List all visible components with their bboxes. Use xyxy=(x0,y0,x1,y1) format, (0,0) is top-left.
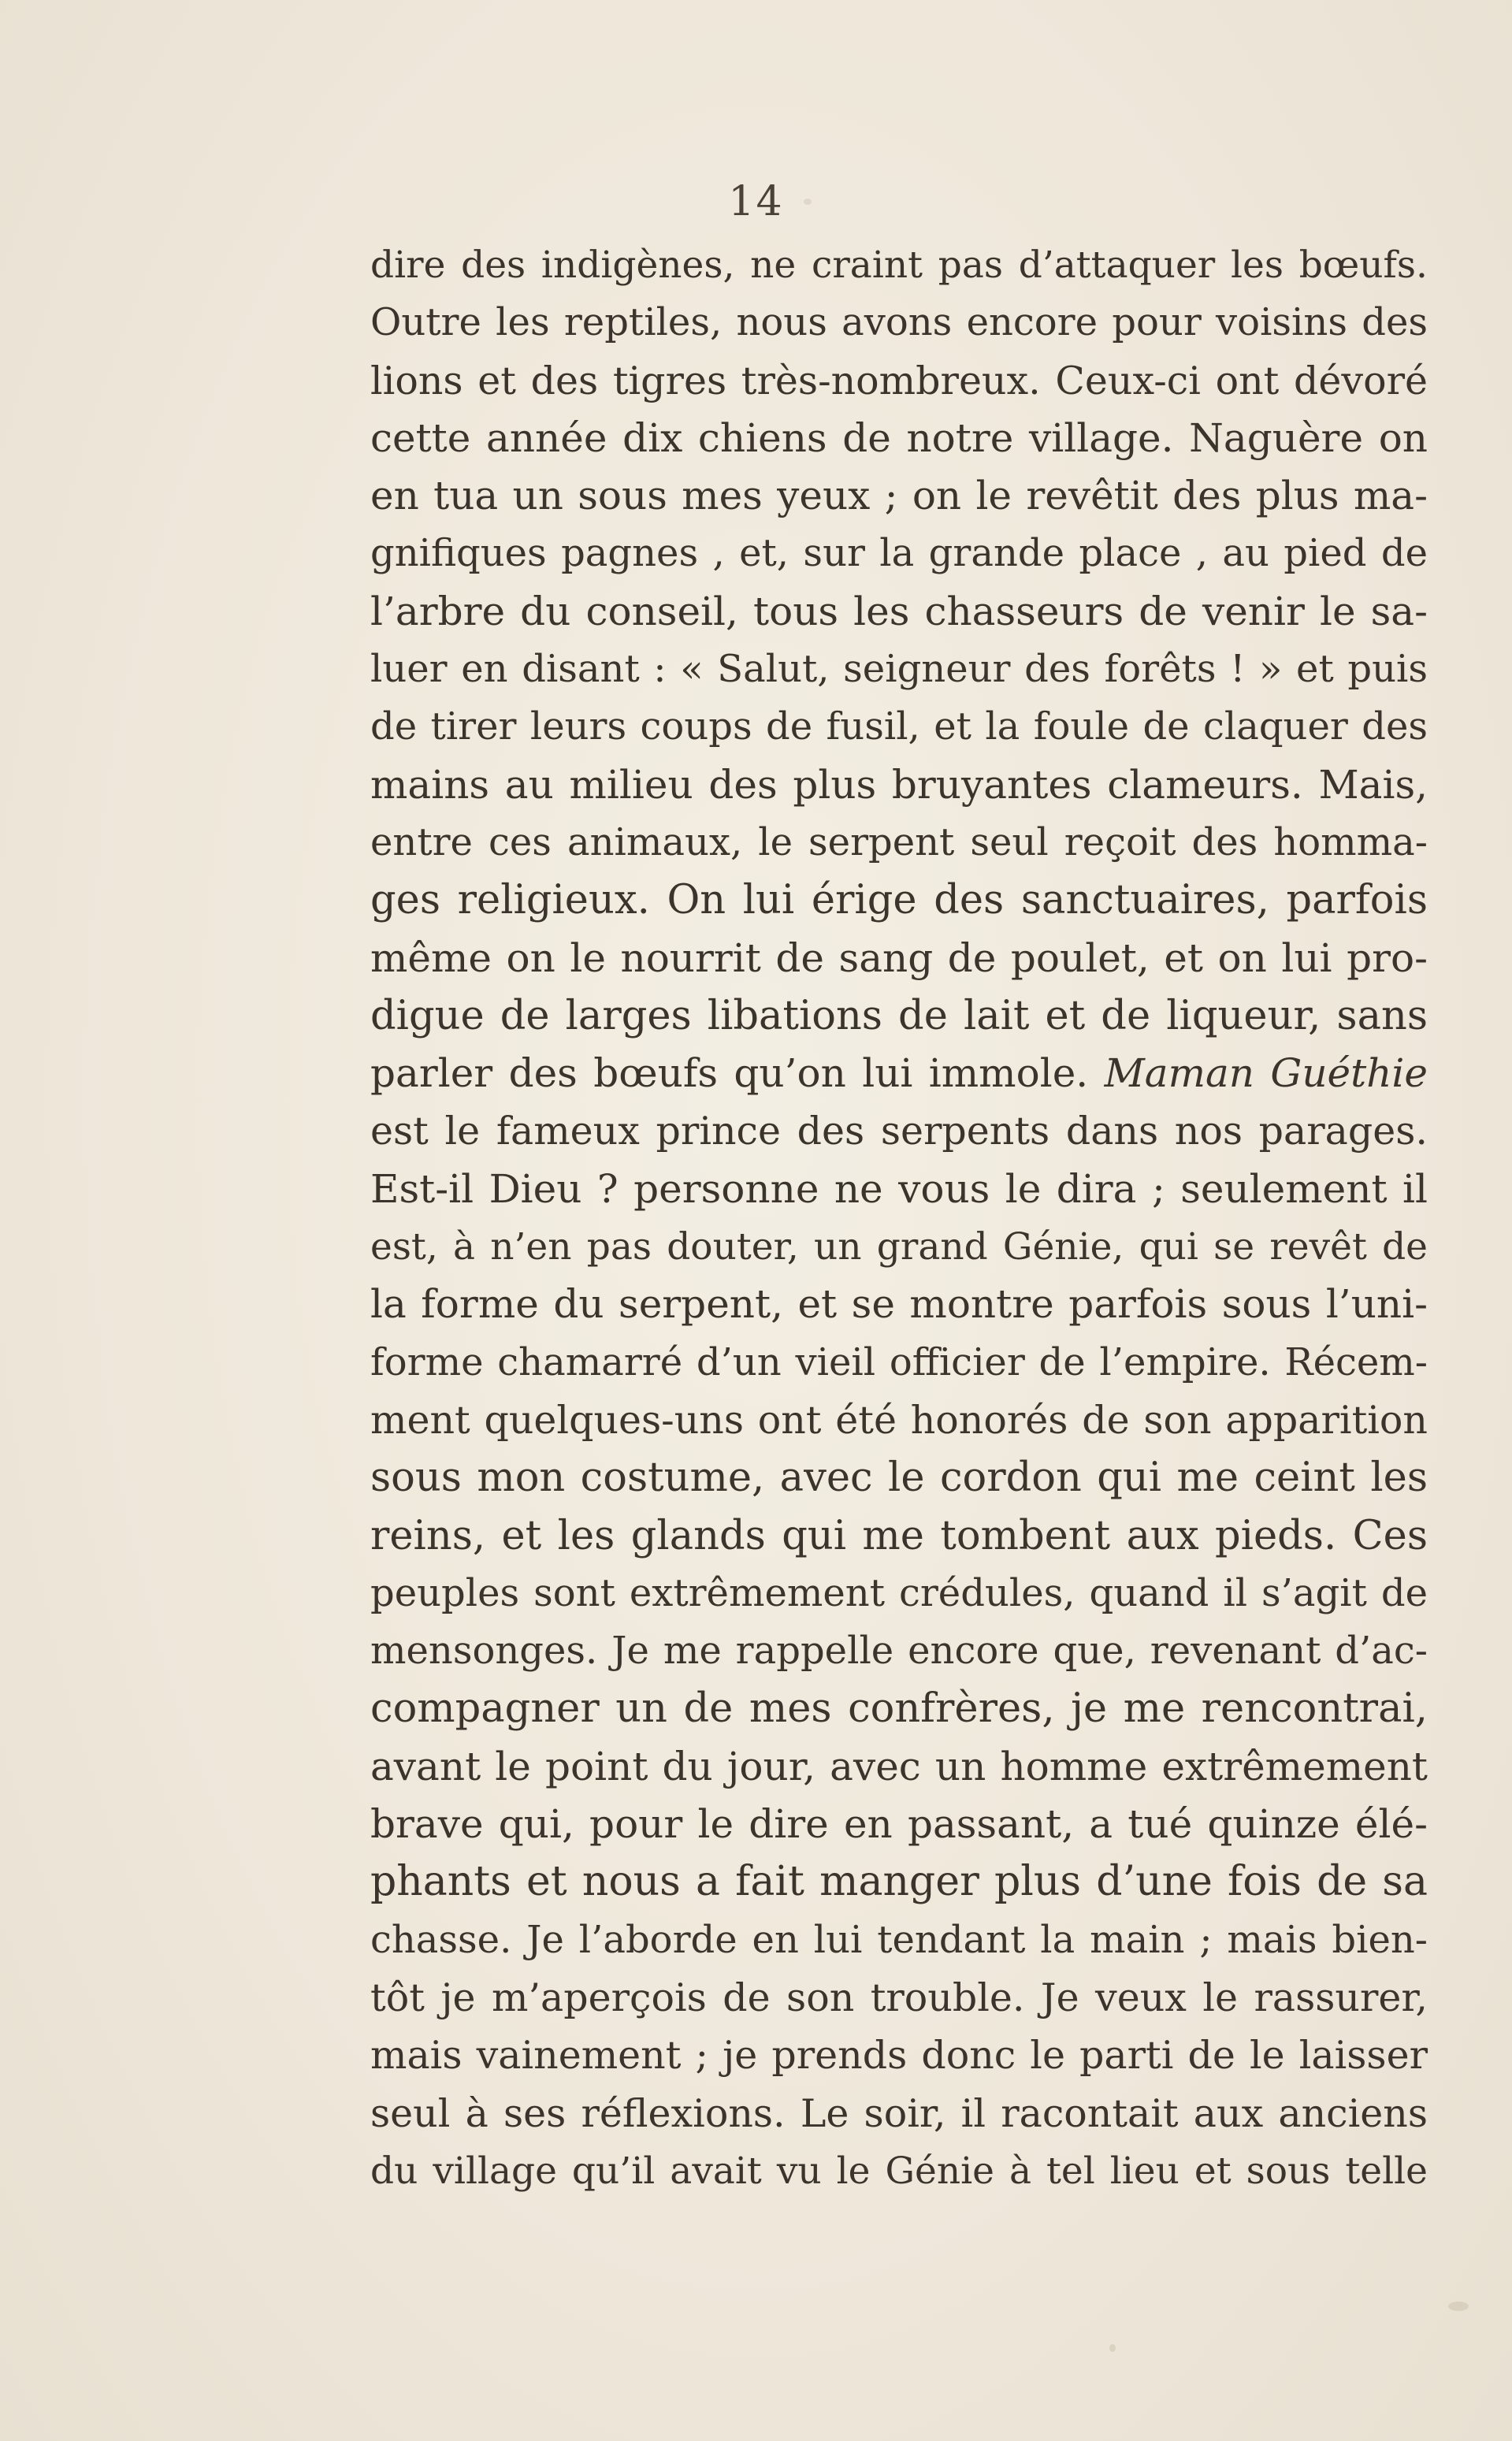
text-line: seul à ses réflexions. Le soir, il racontait aux anciens xyxy=(370,2090,1428,2136)
text-line: ment quelques-uns ont été honorés de son apparition xyxy=(370,1397,1428,1443)
text-line: mains au milieu des plus bruyantes clameurs. Mais, xyxy=(370,761,1428,808)
text-line: digue de larges libations de lait et de liqueur, sans xyxy=(370,992,1428,1039)
text-line xyxy=(370,1045,1428,1102)
page-number: 14 xyxy=(728,178,784,225)
text-line: tôt je m’aperçois de son trouble. Je veux le rassurer, xyxy=(370,1975,1428,2020)
text-line: avant le point du jour, avec un homme extrêmement xyxy=(370,1743,1428,1789)
italic-name: Maman Guéthie xyxy=(1104,1050,1428,1097)
text-line: lions et des tigres très-nombreux. Ceux-ci ont dévoré xyxy=(370,358,1428,403)
text-line: la forme du serpent, et se montre parfois sous l’uni- xyxy=(370,1281,1428,1328)
text-line: mensonges. Je me rappelle encore que, revenant d’ac- xyxy=(370,1629,1428,1674)
paper-speck xyxy=(1448,2302,1469,2311)
text-line: Outre les reptiles, nous avons encore pour voisins des xyxy=(370,300,1428,345)
text-line: mais vainement ; je prends donc le parti de le laisser xyxy=(370,2033,1428,2079)
body-text xyxy=(370,236,1428,2200)
text-line: sous mon costume, avec le cordon qui me ceint les xyxy=(370,1455,1428,1502)
text-line: gnifiques pagnes , et, sur la grande place , au pied de xyxy=(370,531,1428,576)
text-line: du village qu’il avait vu le Génie à tel lieu et sous telle xyxy=(370,2149,1428,2193)
paper-speck xyxy=(804,199,812,205)
text-line: phants et nous a fait manger plus d’une fois de sa xyxy=(370,1858,1428,1906)
text-line: cette année dix chiens de notre village. Naguère on xyxy=(370,414,1428,461)
text-line: même on le nourrit de sang de poulet, et on lui pro- xyxy=(370,934,1428,981)
text-line: forme chamarré d’un vieil officier de l’empire. Récem- xyxy=(370,1339,1428,1384)
text-line: l’arbre du conseil, tous les chasseurs de venir le sa- xyxy=(370,588,1428,634)
text-line: de tirer leurs coups de fusil, et la foule de claquer des xyxy=(370,704,1428,749)
text-line: est le fameux prince des serpents dans nos parages. xyxy=(370,1109,1428,1154)
text-line: entre ces animaux, le serpent seul reçoit des homma- xyxy=(370,819,1428,864)
text-line: reins, et les glands qui me tombent aux pieds. Ces xyxy=(370,1512,1428,1559)
text-segment: parler des bœufs qu’on lui immole. xyxy=(370,1050,1105,1097)
text-line: dire des indigènes, ne craint pas d’attaquer les bœufs. xyxy=(370,243,1428,287)
text-line: chasse. Je l’aborde en lui tendant la main ; mais bien- xyxy=(370,1917,1428,1962)
text-line: ges religieux. On lui érige des sanctuaires, parfois xyxy=(370,877,1428,924)
text-line: peuples sont extrêmement crédules, quand il s’agit de xyxy=(370,1570,1428,1615)
text-line: compagner un de mes confrères, je me rencontrai, xyxy=(370,1685,1428,1733)
text-line: est, à n’en pas douter, un grand Génie, qui se revêt de xyxy=(370,1225,1428,1269)
text-line: brave qui, pour le dire en passant, a tué quinze élé- xyxy=(370,1801,1428,1848)
paper-speck xyxy=(1109,2344,1116,2352)
text-line: en tua un sous mes yeux ; on le revêtit des plus ma- xyxy=(370,473,1428,519)
text-line: Est-il Dieu ? personne ne vous le dira ; seulement il xyxy=(370,1165,1428,1212)
text-line: luer en disant : « Salut, seigneur des forêts ! » et puis xyxy=(370,647,1428,692)
